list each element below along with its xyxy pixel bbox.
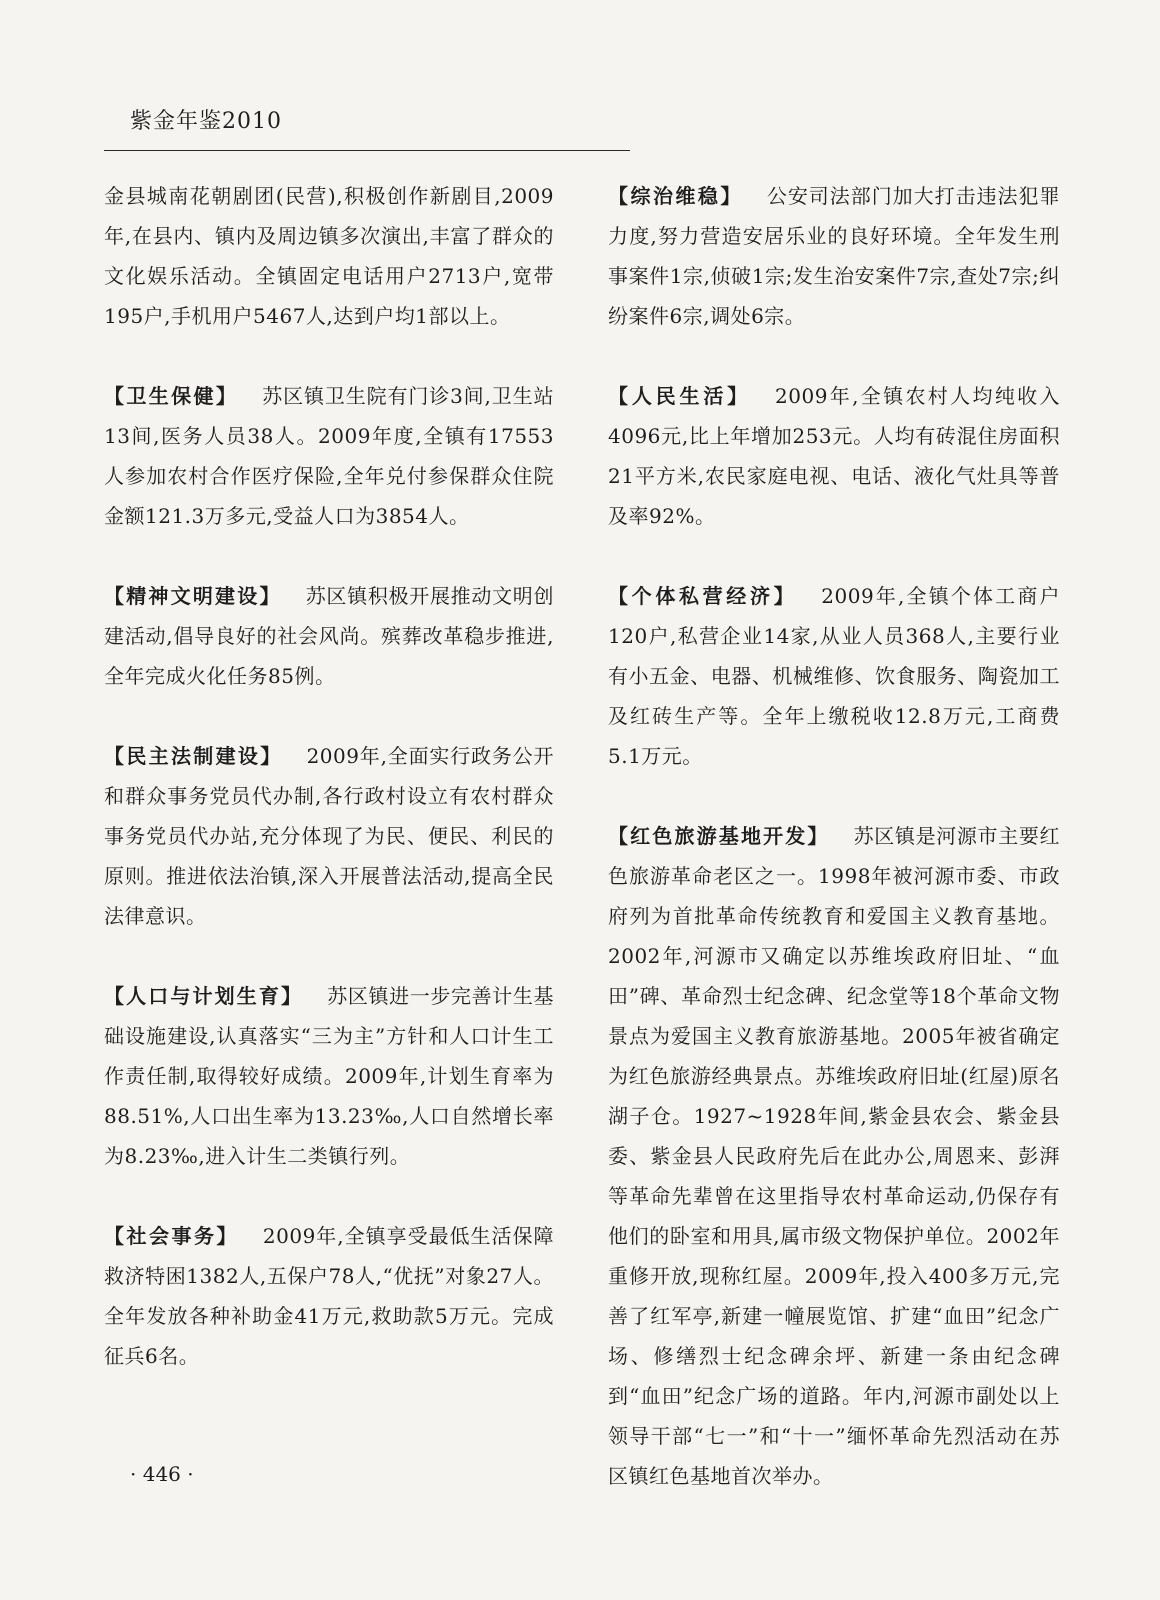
- section-body: 苏区镇卫生院有门诊3间,卫生站13间,医务人员38人。2009年度,全镇有17553人参加农村合作医疗保险,全年兑付参保群众住院金额121.3万多元,受益人口为3854人。: [104, 384, 555, 528]
- section-legal: [104, 736, 554, 936]
- section-heading: 【民主法制建设】: [104, 744, 283, 768]
- section-body: 苏区镇积极开展推动文明创建活动,倡导良好的社会风尚。殡葬改革稳步推进,全年完成火化任务85例。: [104, 584, 555, 688]
- section-body: 2009年,全镇个体工商户120户,私营企业14家,从业人员368人,主要行业有小五金、电器、机械维修、饮食服务、陶瓷加工及红砖生产等。全年上缴税收12.8万元,工商费5.1万元。: [608, 584, 1061, 768]
- page-number: · 446 ·: [130, 1462, 194, 1486]
- section-red-tourism: [608, 816, 1060, 1496]
- section-social-affairs: [104, 1216, 554, 1376]
- section-population: [104, 976, 554, 1176]
- header-rule: [104, 150, 630, 151]
- section-heading: 【综治维稳】: [608, 184, 743, 208]
- section-body: 金县城南花朝剧团(民营),积极创作新剧目,2009年,在县内、镇内及周边镇多次演出,丰富了群众的文化娱乐活动。全镇固定电话用户2713户,宽带195户,手机用户5467人,达到户均1部以上。: [104, 184, 554, 328]
- section-civilization: [104, 576, 554, 696]
- running-header-title: 紫金年鉴2010: [130, 109, 282, 134]
- section-heading: 【个体私营经济】: [608, 584, 798, 608]
- section-public-security: [608, 176, 1060, 336]
- section-body: 苏区镇是河源市主要红色旅游革命老区之一。1998年被河源市委、市政府列为首批革命传统教育和爱国主义教育基地。2002年,河源市又确定以苏维埃政府旧址、“血田”碑、革命烈士纪念碑、纪念堂等18个革命文物景点为爱国主义教育旅游基地。2005年被省确定为红色旅游经典景点。苏维埃政府旧址(红屋)原名湖子仓。1927~1928年间,紫金县农会、紫金县委、紫金县人民政府先后在此办公,周恩来、彭湃等革命先辈曾在这里指导农村革命运动,仍保存有他们的卧室和用具,属市级文物保护单位。2002年重修开放,现称红屋。2009年,投入400多万元,完善了红军亭,新建一幢展览馆、扩建“血田”纪念广场、修缮烈士纪念碑余坪、新建一条由纪念碑到“血田”纪念广场的道路。年内,河源市副处以上领导干部“七一”和“十一”缅怀革命先烈活动在苏区镇红色基地首次举办。: [608, 824, 1061, 1488]
- section-continued-culture: [104, 176, 554, 336]
- right-column: [608, 176, 1060, 1536]
- section-heading: 【社会事务】: [104, 1224, 239, 1248]
- section-heading: 【精神文明建设】: [104, 584, 282, 608]
- left-column: [104, 176, 554, 1416]
- section-heading: 【红色旅游基地开发】: [608, 824, 830, 848]
- section-heading: 【人口与计划生育】: [104, 984, 304, 1008]
- section-private-economy: [608, 576, 1060, 776]
- section-livelihood: [608, 376, 1060, 536]
- section-heading: 【人民生活】: [608, 384, 752, 408]
- section-body: 2009年,全面实行政务公开和群众事务党员代办制,各行政村设立有农村群众事务党员代办站,充分体现了为民、便民、利民的原则。推进依法治镇,深入开展普法活动,提高全民法律意识。: [104, 744, 555, 928]
- section-body: 苏区镇进一步完善计生基础设施建设,认真落实“三为主”方针和人口计生工作责任制,取得较好成绩。2009年,计划生育率为88.51%,人口出生率为13.23‰,人口自然增长率为8.23‰,进入计生二类镇行列。: [104, 984, 555, 1168]
- section-body: 2009年,全镇享受最低生活保障救济特困1382人,五保户78人,“优抚”对象27人。全年发放各种补助金41万元,救助款5万元。完成征兵6名。: [104, 1224, 555, 1368]
- section-body: 公安司法部门加大打击违法犯罪力度,努力营造安居乐业的良好环境。全年发生刑事案件1宗,侦破1宗;发生治安案件7宗,查处7宗;纠纷案件6宗,调处6宗。: [608, 184, 1061, 328]
- section-body: 2009年,全镇农村人均纯收入4096元,比上年增加253元。人均有砖混住房面积21平方米,农民家庭电视、电话、液化气灶具等普及率92%。: [608, 384, 1060, 528]
- section-health: [104, 376, 554, 536]
- section-heading: 【卫生保健】: [104, 384, 239, 408]
